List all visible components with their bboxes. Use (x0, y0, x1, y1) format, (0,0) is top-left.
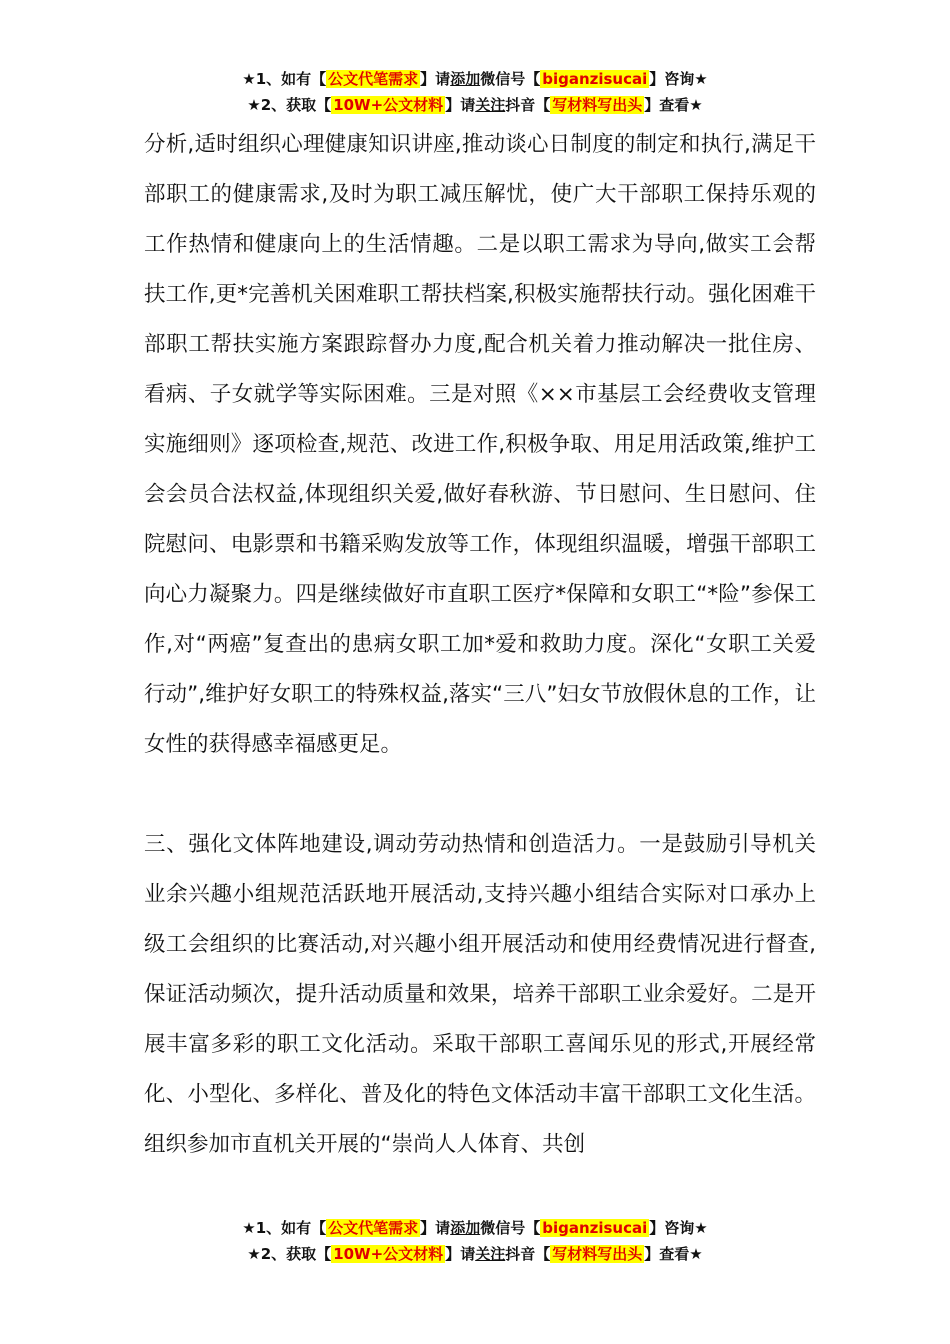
highlight-ghostwriting: 公文代笔需求 (328, 70, 419, 88)
banner-text: 】请 (420, 70, 451, 88)
banner-text: ★1、如有【 (242, 70, 327, 88)
highlight-ghostwriting: 公文代笔需求 (328, 1219, 419, 1237)
banner-text: 微信号【 (480, 70, 541, 88)
banner-text: 】查看★ (644, 1245, 703, 1263)
banner-text: 抖音【 (505, 1245, 551, 1263)
highlight-materials: 10W+公文材料 (333, 1245, 444, 1263)
banner-text: 】请 (420, 1219, 451, 1237)
paragraph-culture-sports: 三、强化文体阵地建设,调动劳动热情和创造活力。一是鼓励引导机关业余兴趣小组规范活跃地开展活动,支持兴趣小组结合实际对口承办上级工会组织的比赛活动,对兴趣小组开展活动和使用经费情况进行督查,保证活动频次，提升活动质量和效果，培养干部职工业余爱好。二是开展丰富多彩的职工文化活动。采取干部职工喜闻乐见的形式,开展经常化、小型化、多样化、普及化的特色文体活动丰富干部职工文化生活。组织参加市直机关开展的“崇尚人人体育、共创 (144, 832, 816, 1157)
banner-line-materials (0, 92, 950, 118)
document-body (144, 120, 816, 1170)
banner-text: 】查看★ (644, 96, 703, 114)
paragraph-gap (144, 770, 816, 820)
underlined-follow: 关注 (475, 96, 506, 114)
banner-text: ★2、获取【 (247, 96, 332, 114)
highlight-douyin: 写材料写出头 (552, 1245, 643, 1263)
banner-text: 抖音【 (505, 96, 551, 114)
paragraph-union-support: 分析,适时组织心理健康知识讲座,推动谈心日制度的制定和执行,满足干部职工的健康需求,及时为职工减压解忧，使广大干部职工保持乐观的工作热情和健康向上的生活情趣。二是以职工需求为导向,做实工会帮扶工作,更*完善机关困难职工帮扶档案,积极实施帮扶行动。强化困难干部职工帮扶实施方案跟踪督办力度,配合机关着力推动解决一批住房、看病、子女就学等实际困难。三是对照《××市基层工会经费收支管理实施细则》逐项检查,规范、改进工作,积极争取、用足用活政策,维护工会会员合法权益,体现组织关爱,做好春秋游、节日慰问、生日慰问、住院慰问、电影票和书籍采购发放等工作，体现组织温暖，增强干部职工向心力凝聚力。四是继续做好市直职工医疗*保障和女职工“*险”参保工作,对“两癌”复查出的患病女职工加*爱和救助力度。深化“女职工关爱行动”,维护好女职工的特殊权益,落实“三八”妇女节放假休息的工作，让女性的获得感幸福感更足。 (144, 132, 816, 757)
banner-text: 】请 (445, 96, 476, 114)
banner-text: 】请 (445, 1245, 476, 1263)
banner-text: ★1、如有【 (242, 1219, 327, 1237)
banner-line-materials (0, 1241, 950, 1267)
highlight-materials: 10W+公文材料 (333, 96, 444, 114)
underlined-add: 添加 (450, 70, 481, 88)
banner-text: 】咨询★ (649, 1219, 708, 1237)
underlined-follow: 关注 (475, 1245, 506, 1263)
highlight-douyin: 写材料写出头 (552, 96, 643, 114)
banner-text: 微信号【 (480, 1219, 541, 1237)
banner-line-ghostwriting (0, 66, 950, 92)
highlight-wechat-id: biganzisucai (542, 1219, 648, 1237)
banner-line-ghostwriting (0, 1215, 950, 1241)
banner-text: 】咨询★ (649, 70, 708, 88)
banner-text: ★2、获取【 (247, 1245, 332, 1263)
header-banner (0, 66, 950, 118)
highlight-wechat-id: biganzisucai (542, 70, 648, 88)
footer-banner (0, 1215, 950, 1267)
underlined-add: 添加 (450, 1219, 481, 1237)
